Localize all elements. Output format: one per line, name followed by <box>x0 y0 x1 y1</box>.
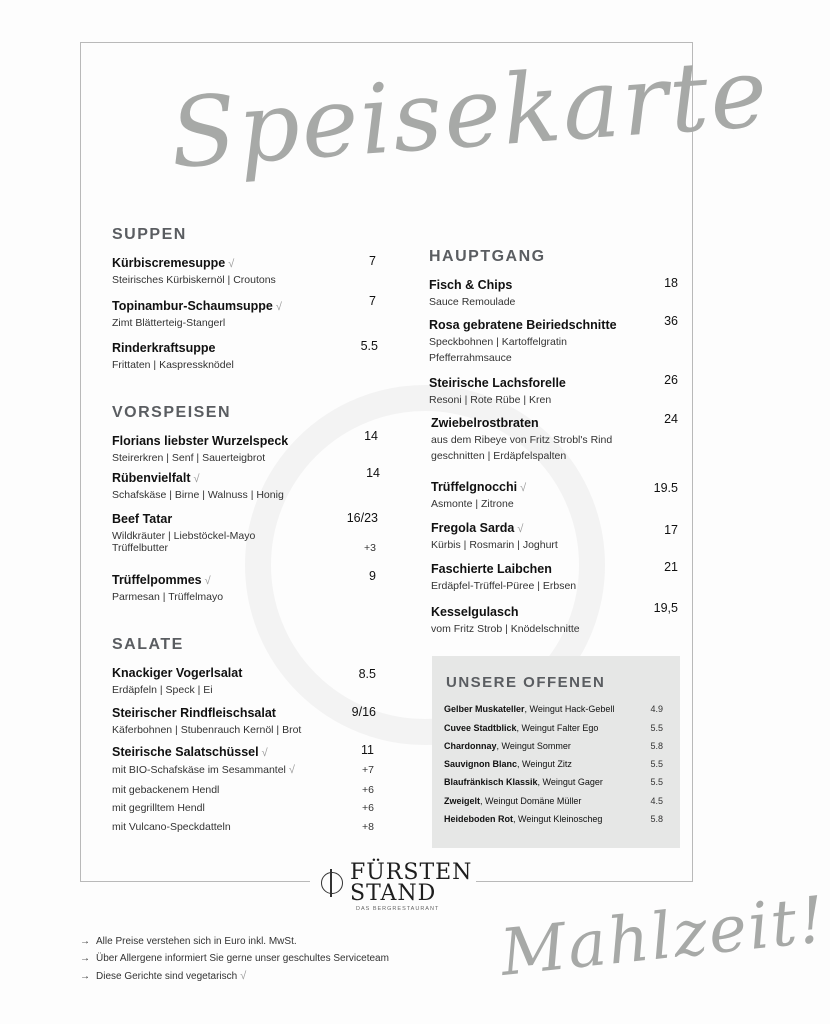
item-price: 5.5 <box>360 339 378 353</box>
wine-price: 4.5 <box>650 796 663 806</box>
arrow-icon: → <box>80 936 90 947</box>
menu-item <box>431 519 558 553</box>
item-desc: Sauce Remoulade <box>429 296 516 308</box>
menu-item <box>429 316 617 366</box>
item-desc: Erdäpfeln | Speck | Ei <box>112 684 213 696</box>
extra-price: +6 <box>362 784 374 796</box>
extra-label: mit BIO-Schafskäse im Sesammantel √ <box>112 764 295 776</box>
item-price: 8.5 <box>358 667 376 681</box>
wine-row: Sauvignon Blanc, Weingut Zitz <box>444 759 572 769</box>
item-name: Steirischer Rindfleischsalat <box>112 706 276 720</box>
extra-price: +3 <box>364 542 376 554</box>
menu-item <box>112 469 284 503</box>
item-price: 18 <box>664 276 678 290</box>
item-desc: Resoni | Rote Rübe | Kren <box>429 394 552 406</box>
menu-item <box>112 704 301 738</box>
item-price: 24 <box>664 412 678 426</box>
arrow-icon: → <box>80 971 90 982</box>
vegetarian-icon: √ <box>204 575 211 587</box>
extra-label: mit gebackenem Hendl <box>112 784 220 796</box>
item-name: Zwiebelrostbraten <box>431 416 539 430</box>
wine-row: Gelber Muskateller, Weingut Hack-Gebell <box>444 704 615 714</box>
wine-price: 5.5 <box>650 759 663 769</box>
item-desc: Pfefferrahmsauce <box>429 352 512 364</box>
item-price: 21 <box>664 560 678 574</box>
item-name: Rosa gebratene Beiriedschnitte <box>429 318 617 332</box>
item-name: Rinderkraftsuppe <box>112 341 216 355</box>
item-desc: vom Fritz Strob | Knödelschnitte <box>431 623 580 635</box>
item-desc: aus dem Ribeye von Fritz Strobl's Rind <box>431 434 613 446</box>
item-price: 16/23 <box>346 511 378 525</box>
vegetarian-icon: √ <box>261 747 268 759</box>
wine-price: 4.9 <box>650 704 663 714</box>
item-price: 36 <box>664 314 678 328</box>
item-name: Steirische Salatschüssel <box>112 745 259 759</box>
logo-wordmark: FÜRSTEN STAND <box>350 860 473 906</box>
note-allergens: → Über Allergene informiert Sie gerne unser geschultes Serviceteam <box>80 953 389 964</box>
item-desc: Schafskäse | Birne | Walnuss | Honig <box>112 489 284 501</box>
item-name: Kesselgulasch <box>431 605 519 619</box>
extra-price: +8 <box>362 821 374 833</box>
extra-price: +7 <box>362 764 374 776</box>
item-desc: Kürbis | Rosmarin | Joghurt <box>431 539 558 551</box>
section-vorspeisen: VORSPEISEN <box>112 404 232 421</box>
vegetarian-icon: √ <box>520 482 527 494</box>
section-offenen: UNSERE OFFENEN <box>446 674 606 691</box>
item-name: Faschierte Laibchen <box>431 562 552 576</box>
vegetarian-icon: √ <box>275 301 282 313</box>
item-price: 14 <box>366 466 380 480</box>
item-price: 19.5 <box>653 481 678 495</box>
item-name: Fisch & Chips <box>429 278 513 292</box>
wine-row: Blaufränkisch Klassik, Weingut Gager <box>444 777 603 787</box>
arrow-icon: → <box>80 953 90 964</box>
item-desc: geschnitten | Erdäpfelspalten <box>431 450 567 462</box>
wine-price: 5.8 <box>650 814 663 824</box>
menu-item <box>429 276 515 310</box>
item-name: Rübenvielfalt <box>112 471 191 485</box>
menu-item <box>112 571 223 605</box>
item-price: 9/16 <box>351 705 376 719</box>
section-salate: SALATE <box>112 636 184 653</box>
vegetarian-icon: √ <box>228 258 235 270</box>
extra-price: +6 <box>362 802 374 814</box>
item-desc: Wildkräuter | Liebstöckel-Mayo <box>112 530 256 542</box>
note-vegetarian: → Diese Gerichte sind vegetarisch √ <box>80 970 247 982</box>
item-desc: Zimt Blätterteig-Stangerl <box>112 317 226 329</box>
note-prices: → Alle Preise verstehen sich in Euro inkl. MwSt. <box>80 936 297 947</box>
menu-item <box>112 339 234 373</box>
wine-row: Chardonnay, Weingut Sommer <box>444 741 571 751</box>
vegetarian-icon: √ <box>517 523 524 535</box>
closing-script: Mahlzeit! <box>497 883 830 991</box>
item-desc: Speckbohnen | Kartoffelgratin <box>429 336 567 348</box>
menu-title: Speisekarte <box>166 36 773 190</box>
item-desc: Käferbohnen | Stubenrauch Kernöl | Brot <box>112 724 302 736</box>
vegetarian-icon: √ <box>288 764 295 776</box>
item-price: 7 <box>369 294 376 308</box>
section-hauptgang: HAUPTGANG <box>429 248 546 265</box>
item-name: Kürbiscremesuppe <box>112 256 226 270</box>
item-name: Florians liebster Wurzelspeck <box>112 434 289 448</box>
menu-item <box>431 603 580 637</box>
menu-item <box>112 743 268 761</box>
item-desc: Frittaten | Kaspressknödel <box>112 359 234 371</box>
menu-item <box>429 374 566 408</box>
extra-label: mit Vulcano-Speckdatteln <box>112 821 231 833</box>
wine-row: Heideboden Rot, Weingut Kleinoscheg <box>444 814 603 824</box>
menu-item <box>112 297 282 331</box>
menu-item <box>112 510 255 544</box>
logo-mark-icon <box>321 872 343 894</box>
section-suppen: SUPPEN <box>112 226 187 243</box>
item-price: 7 <box>369 254 376 268</box>
logo-tagline: DAS BERGRESTAURANT <box>356 906 440 912</box>
wine-price: 5.5 <box>650 777 663 787</box>
item-name: Knackiger Vogerlsalat <box>112 666 243 680</box>
item-name: Topinambur-Schaumsuppe <box>112 299 273 313</box>
item-name: Fregola Sarda <box>431 521 515 535</box>
item-desc: Steirerkren | Senf | Sauerteigbrot <box>112 452 266 464</box>
wine-row: Cuvee Stadtblick, Weingut Falter Ego <box>444 723 599 733</box>
item-price: 9 <box>369 569 376 583</box>
item-price: 19,5 <box>653 601 678 615</box>
menu-item <box>112 664 242 698</box>
item-name: Trüffelgnocchi <box>431 480 518 494</box>
item-name: Beef Tatar <box>112 512 173 526</box>
wine-row: Zweigelt, Weingut Domäne Müller <box>444 796 582 806</box>
item-price: 11 <box>361 743 374 757</box>
item-name: Steirische Lachsforelle <box>429 376 566 390</box>
item-desc: Asmonte | Zitrone <box>431 498 514 510</box>
item-desc: Parmesan | Trüffelmayo <box>112 591 224 603</box>
menu-item <box>431 414 612 464</box>
item-desc: Erdäpfel-Trüffel-Püree | Erbsen <box>431 580 577 592</box>
item-name: Trüffelpommes <box>112 573 202 587</box>
item-price: 26 <box>664 373 678 387</box>
menu-item <box>112 432 288 466</box>
wine-price: 5.5 <box>650 723 663 733</box>
item-desc: Steirisches Kürbiskernöl | Croutons <box>112 274 276 286</box>
extra-label: mit gegrilltem Hendl <box>112 802 205 814</box>
vegetarian-icon: √ <box>240 970 247 982</box>
wine-price: 5.8 <box>650 741 663 751</box>
item-price: 14 <box>364 429 378 443</box>
menu-item <box>431 560 576 594</box>
vegetarian-icon: √ <box>193 473 200 485</box>
extra-label: Trüffelbutter <box>112 542 169 554</box>
menu-item <box>112 254 276 288</box>
item-price: 17 <box>664 523 678 537</box>
wine-panel <box>432 656 680 848</box>
menu-item <box>431 478 526 512</box>
